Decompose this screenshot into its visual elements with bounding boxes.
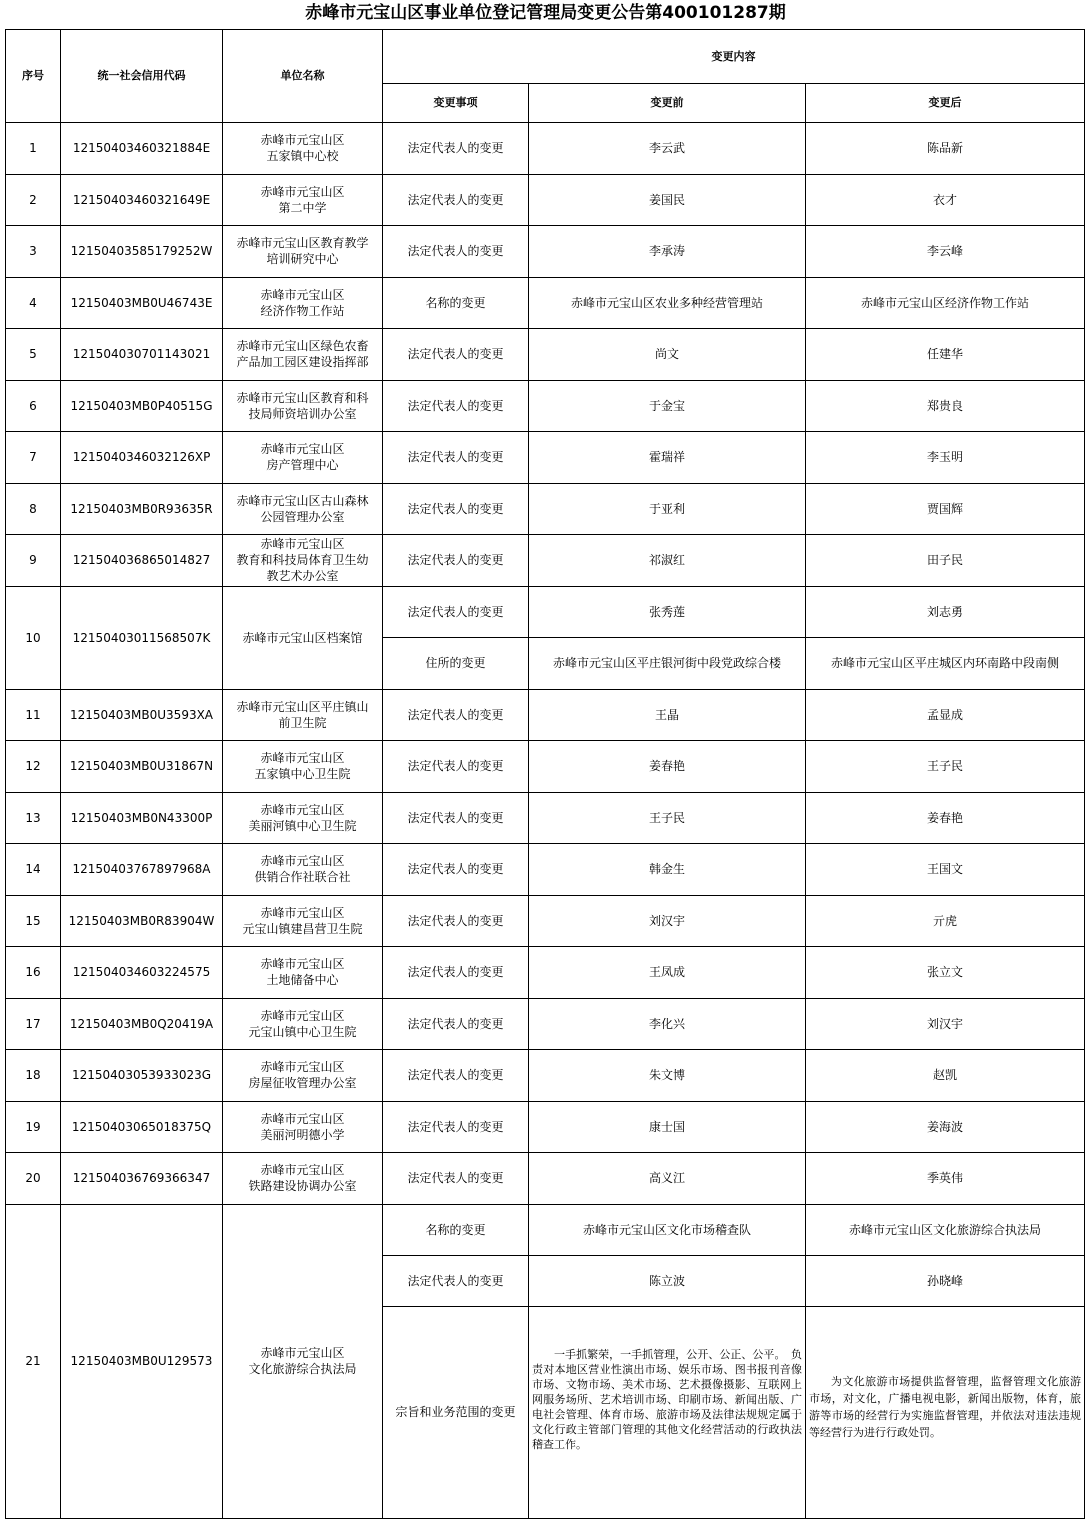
unit-name-line: 赤峰市元宝山区教育教学 [236, 236, 369, 251]
table-row [6, 689, 1085, 741]
table-row [6, 432, 1085, 484]
cell-after: 衣才 [806, 174, 1085, 226]
unit-name-line: 赤峰市元宝山区 [260, 854, 345, 869]
cell-after: 赤峰市元宝山区经济作物工作站 [806, 277, 1085, 329]
cell-unit-name [223, 792, 383, 844]
cell-unit-name [223, 998, 383, 1050]
cell-unit-name [223, 1101, 383, 1153]
cell-after: 李玉明 [806, 432, 1085, 484]
cell-before: 陈立波 [529, 1255, 806, 1306]
cell-change-item: 法定代表人的变更 [383, 895, 529, 947]
cell-unit-name [223, 947, 383, 999]
cell-after: 王子民 [806, 741, 1085, 793]
cell-credit-code: 12150403MB0U129573 [61, 1204, 223, 1518]
cell-change-item: 法定代表人的变更 [383, 329, 529, 381]
cell-before: 朱文博 [529, 1050, 806, 1102]
cell-seq: 17 [6, 998, 61, 1050]
cell-before: 姜国民 [529, 174, 806, 226]
table-row [6, 1153, 1085, 1205]
cell-change-item: 法定代表人的变更 [383, 741, 529, 793]
cell-seq: 13 [6, 792, 61, 844]
unit-name-line: 教艺术办公室 [266, 569, 339, 584]
cell-credit-code: 1215040346032126XP [61, 432, 223, 484]
header-change-content: 变更内容 [383, 30, 1085, 84]
unit-name-line: 铁路建设协调办公室 [248, 1179, 357, 1194]
cell-unit-name [223, 1204, 383, 1518]
cell-after: 季英伟 [806, 1153, 1085, 1205]
cell-unit-name [223, 689, 383, 741]
unit-name-line: 赤峰市元宝山区教育和科 [236, 390, 369, 405]
cell-seq: 8 [6, 483, 61, 535]
cell-change-item: 法定代表人的变更 [383, 535, 529, 587]
header-before: 变更前 [529, 84, 806, 123]
cell-credit-code: 12150403460321649E [61, 174, 223, 226]
cell-credit-code: 12150403053933023G [61, 1050, 223, 1102]
cell-change-item: 名称的变更 [383, 1204, 529, 1255]
cell-credit-code: 12150403MB0P40515G [61, 380, 223, 432]
cell-credit-code: 12150403MB0N43300P [61, 792, 223, 844]
unit-name-line: 赤峰市元宝山区平庄镇山 [236, 699, 369, 714]
table-row [6, 380, 1085, 432]
cell-seq: 21 [6, 1204, 61, 1518]
unit-name-line: 房产管理中心 [266, 458, 339, 473]
table-row [6, 1050, 1085, 1102]
table-row [6, 947, 1085, 999]
cell-after: 孙晓峰 [806, 1255, 1085, 1306]
table-row [6, 1204, 1085, 1255]
cell-after: 贾国辉 [806, 483, 1085, 535]
cell-after: 王国文 [806, 844, 1085, 896]
table-row [6, 844, 1085, 896]
cell-change-item: 法定代表人的变更 [383, 123, 529, 175]
cell-seq: 5 [6, 329, 61, 381]
cell-after: 刘汉宇 [806, 998, 1085, 1050]
cell-credit-code: 12150403MB0Q20419A [61, 998, 223, 1050]
unit-name-line: 赤峰市元宝山区 [260, 1346, 345, 1360]
cell-before: 李承涛 [529, 226, 806, 278]
cell-after: 张立文 [806, 947, 1085, 999]
header-unit: 单位名称 [223, 30, 383, 123]
cell-change-item: 法定代表人的变更 [383, 1101, 529, 1153]
header-after: 变更后 [806, 84, 1085, 123]
cell-credit-code: 12150403MB0U31867N [61, 741, 223, 793]
unit-name-line: 赤峰市元宝山区 [260, 1163, 345, 1178]
cell-change-item: 法定代表人的变更 [383, 792, 529, 844]
table-row [6, 586, 1085, 638]
cell-after: 亓虎 [806, 895, 1085, 947]
cell-change-item: 名称的变更 [383, 277, 529, 329]
cell-change-item: 法定代表人的变更 [383, 998, 529, 1050]
cell-before: 王子民 [529, 792, 806, 844]
cell-before: 于金宝 [529, 380, 806, 432]
cell-seq: 14 [6, 844, 61, 896]
cell-before: 一手抓繁荣，一手抓管理，公开、公正、公平。 负责对本地区营业性演出市场、娱乐市场、图书报刊音像市场、文物市场、美术市场、艺术摄像摄影、互联网上网服务场所、艺术培训市场、印刷市场、新闻出版、广电社会管理、体育市场、旅游市场及法律法规规定属于文化行政主管部门管理的其他文化经营活动的行政执法稽查工作。 [529, 1306, 806, 1518]
cell-after: 刘志勇 [806, 586, 1085, 638]
unit-name-line: 供销合作社联合社 [254, 870, 351, 885]
cell-unit-name [223, 277, 383, 329]
cell-before: 高义江 [529, 1153, 806, 1205]
cell-credit-code: 12150403011568507K [61, 586, 223, 689]
cell-unit-name [223, 586, 383, 689]
cell-after: 孟显成 [806, 689, 1085, 741]
cell-change-item: 法定代表人的变更 [383, 586, 529, 638]
header-change-item: 变更事项 [383, 84, 529, 123]
cell-change-item: 法定代表人的变更 [383, 1050, 529, 1102]
cell-credit-code: 121504036769366347 [61, 1153, 223, 1205]
cell-seq: 15 [6, 895, 61, 947]
unit-name-line: 赤峰市元宝山区 [260, 287, 345, 302]
cell-before: 赤峰市元宝山区平庄银河街中段党政综合楼 [529, 638, 806, 690]
table-row [6, 998, 1085, 1050]
cell-unit-name [223, 174, 383, 226]
cell-change-item: 法定代表人的变更 [383, 432, 529, 484]
cell-after: 李云峰 [806, 226, 1085, 278]
cell-change-item: 法定代表人的变更 [383, 947, 529, 999]
cell-seq: 18 [6, 1050, 61, 1102]
cell-change-item: 法定代表人的变更 [383, 226, 529, 278]
cell-before: 李云武 [529, 123, 806, 175]
cell-seq: 11 [6, 689, 61, 741]
cell-before: 尚文 [529, 329, 806, 381]
cell-before: 韩金生 [529, 844, 806, 896]
cell-change-item: 法定代表人的变更 [383, 483, 529, 535]
cell-credit-code: 12150403MB0U46743E [61, 277, 223, 329]
unit-name-line: 土地储备中心 [266, 973, 339, 988]
cell-after: 赵凯 [806, 1050, 1085, 1102]
cell-unit-name [223, 226, 383, 278]
table-row [6, 277, 1085, 329]
cell-change-item: 法定代表人的变更 [383, 380, 529, 432]
unit-name-line: 元宝山镇建昌营卫生院 [242, 921, 363, 936]
cell-before: 王晶 [529, 689, 806, 741]
unit-name-line: 美丽河明德小学 [260, 1127, 345, 1142]
cell-after: 陈品新 [806, 123, 1085, 175]
cell-change-item: 法定代表人的变更 [383, 689, 529, 741]
unit-name-line: 经济作物工作站 [260, 303, 345, 318]
table-row [6, 741, 1085, 793]
header-code: 统一社会信用代码 [61, 30, 223, 123]
cell-after: 郑贵良 [806, 380, 1085, 432]
unit-name-line: 赤峰市元宝山区 [260, 184, 345, 199]
unit-name-line: 第二中学 [278, 200, 327, 215]
cell-before: 王凤成 [529, 947, 806, 999]
cell-unit-name [223, 380, 383, 432]
cell-seq: 6 [6, 380, 61, 432]
unit-name-line: 教育和科技局体育卫生幼 [236, 553, 369, 568]
cell-after: 赤峰市元宝山区文化旅游综合执法局 [806, 1204, 1085, 1255]
cell-seq: 16 [6, 947, 61, 999]
unit-name-line: 赤峰市元宝山区 [260, 905, 345, 920]
cell-credit-code: 121504036865014827 [61, 535, 223, 587]
table-row [6, 329, 1085, 381]
cell-before: 于亚利 [529, 483, 806, 535]
cell-unit-name [223, 535, 383, 587]
cell-before: 姜春艳 [529, 741, 806, 793]
cell-unit-name [223, 123, 383, 175]
cell-unit-name [223, 1050, 383, 1102]
cell-seq: 10 [6, 586, 61, 689]
unit-name-line: 赤峰市元宝山区档案馆 [242, 630, 363, 645]
cell-before: 李化兴 [529, 998, 806, 1050]
cell-change-item: 法定代表人的变更 [383, 1153, 529, 1205]
cell-credit-code: 12150403767897968A [61, 844, 223, 896]
header-seq: 序号 [6, 30, 61, 123]
table-row [6, 123, 1085, 175]
cell-before: 赤峰市元宝山区农业多种经营管理站 [529, 277, 806, 329]
cell-change-item: 法定代表人的变更 [383, 174, 529, 226]
unit-name-line: 赤峰市元宝山区 [260, 1008, 345, 1023]
cell-unit-name [223, 741, 383, 793]
cell-credit-code: 121504034603224575 [61, 947, 223, 999]
cell-before: 霍瑞祥 [529, 432, 806, 484]
unit-name-line: 赤峰市元宝山区 [260, 133, 345, 148]
unit-name-line: 前卫生院 [278, 715, 327, 730]
cell-seq: 3 [6, 226, 61, 278]
unit-name-line: 赤峰市元宝山区古山森林 [236, 493, 369, 508]
cell-credit-code: 12150403MB0R83904W [61, 895, 223, 947]
cell-credit-code: 12150403460321884E [61, 123, 223, 175]
page-title: 赤峰市元宝山区事业单位登记管理局变更公告第400101287期 [305, 3, 786, 23]
unit-name-line: 赤峰市元宝山区 [260, 802, 345, 817]
table-row [6, 792, 1085, 844]
cell-change-item: 住所的变更 [383, 638, 529, 690]
unit-name-line: 产品加工园区建设指挥部 [236, 355, 369, 370]
cell-before: 祁淑红 [529, 535, 806, 587]
unit-name-line: 赤峰市元宝山区 [260, 751, 345, 766]
change-announcement-table [5, 29, 1085, 1519]
cell-after: 赤峰市元宝山区平庄城区内环南路中段南侧 [806, 638, 1085, 690]
cell-unit-name [223, 329, 383, 381]
cell-credit-code: 121504030701143021 [61, 329, 223, 381]
cell-unit-name [223, 844, 383, 896]
table-row [6, 895, 1085, 947]
cell-before: 赤峰市元宝山区文化市场稽查队 [529, 1204, 806, 1255]
unit-name-line: 公园管理办公室 [260, 509, 345, 524]
table-row [6, 226, 1085, 278]
cell-change-item: 宗旨和业务范围的变更 [383, 1306, 529, 1518]
cell-unit-name [223, 432, 383, 484]
unit-name-line: 赤峰市元宝山区 [260, 957, 345, 972]
unit-name-line: 五家镇中心卫生院 [254, 767, 351, 782]
unit-name-line: 赤峰市元宝山区 [260, 442, 345, 457]
unit-name-line: 五家镇中心校 [266, 149, 339, 164]
cell-credit-code: 12150403MB0U3593XA [61, 689, 223, 741]
cell-seq: 2 [6, 174, 61, 226]
cell-after: 姜海波 [806, 1101, 1085, 1153]
unit-name-line: 赤峰市元宝山区绿色农畜 [236, 339, 369, 354]
cell-seq: 12 [6, 741, 61, 793]
cell-after: 田子民 [806, 535, 1085, 587]
unit-name-line: 赤峰市元宝山区 [260, 1060, 345, 1075]
cell-change-item: 法定代表人的变更 [383, 1255, 529, 1306]
unit-name-line: 赤峰市元宝山区 [260, 1111, 345, 1126]
cell-after: 为文化旅游市场提供监督管理，监督管理文化旅游市场，对文化，广播电视电影，新闻出版物，体育，旅游等市场的经营行为实施监督管理，并依法对违法违规等经营行为进行行政处罚。 [806, 1306, 1085, 1518]
cell-seq: 20 [6, 1153, 61, 1205]
cell-seq: 1 [6, 123, 61, 175]
cell-seq: 4 [6, 277, 61, 329]
cell-before: 康士国 [529, 1101, 806, 1153]
cell-change-item: 法定代表人的变更 [383, 844, 529, 896]
cell-unit-name [223, 483, 383, 535]
cell-credit-code: 12150403065018375Q [61, 1101, 223, 1153]
table-row [6, 1101, 1085, 1153]
cell-credit-code: 12150403MB0R93635R [61, 483, 223, 535]
unit-name-line: 元宝山镇中心卫生院 [248, 1024, 357, 1039]
cell-seq: 19 [6, 1101, 61, 1153]
unit-name-line: 文化旅游综合执法局 [248, 1362, 357, 1376]
cell-unit-name [223, 1153, 383, 1205]
cell-seq: 7 [6, 432, 61, 484]
unit-name-line: 美丽河镇中心卫生院 [248, 818, 357, 833]
cell-seq: 9 [6, 535, 61, 587]
cell-before: 张秀莲 [529, 586, 806, 638]
table-row [6, 483, 1085, 535]
cell-after: 任建华 [806, 329, 1085, 381]
unit-name-line: 房屋征收管理办公室 [248, 1076, 357, 1091]
unit-name-line: 赤峰市元宝山区 [260, 537, 345, 552]
cell-after: 姜春艳 [806, 792, 1085, 844]
table-row [6, 174, 1085, 226]
cell-before: 刘汉宇 [529, 895, 806, 947]
cell-unit-name [223, 895, 383, 947]
unit-name-line: 技局师资培训办公室 [248, 406, 357, 421]
cell-credit-code: 12150403585179252W [61, 226, 223, 278]
table-row [6, 535, 1085, 587]
unit-name-line: 培训研究中心 [266, 252, 339, 267]
